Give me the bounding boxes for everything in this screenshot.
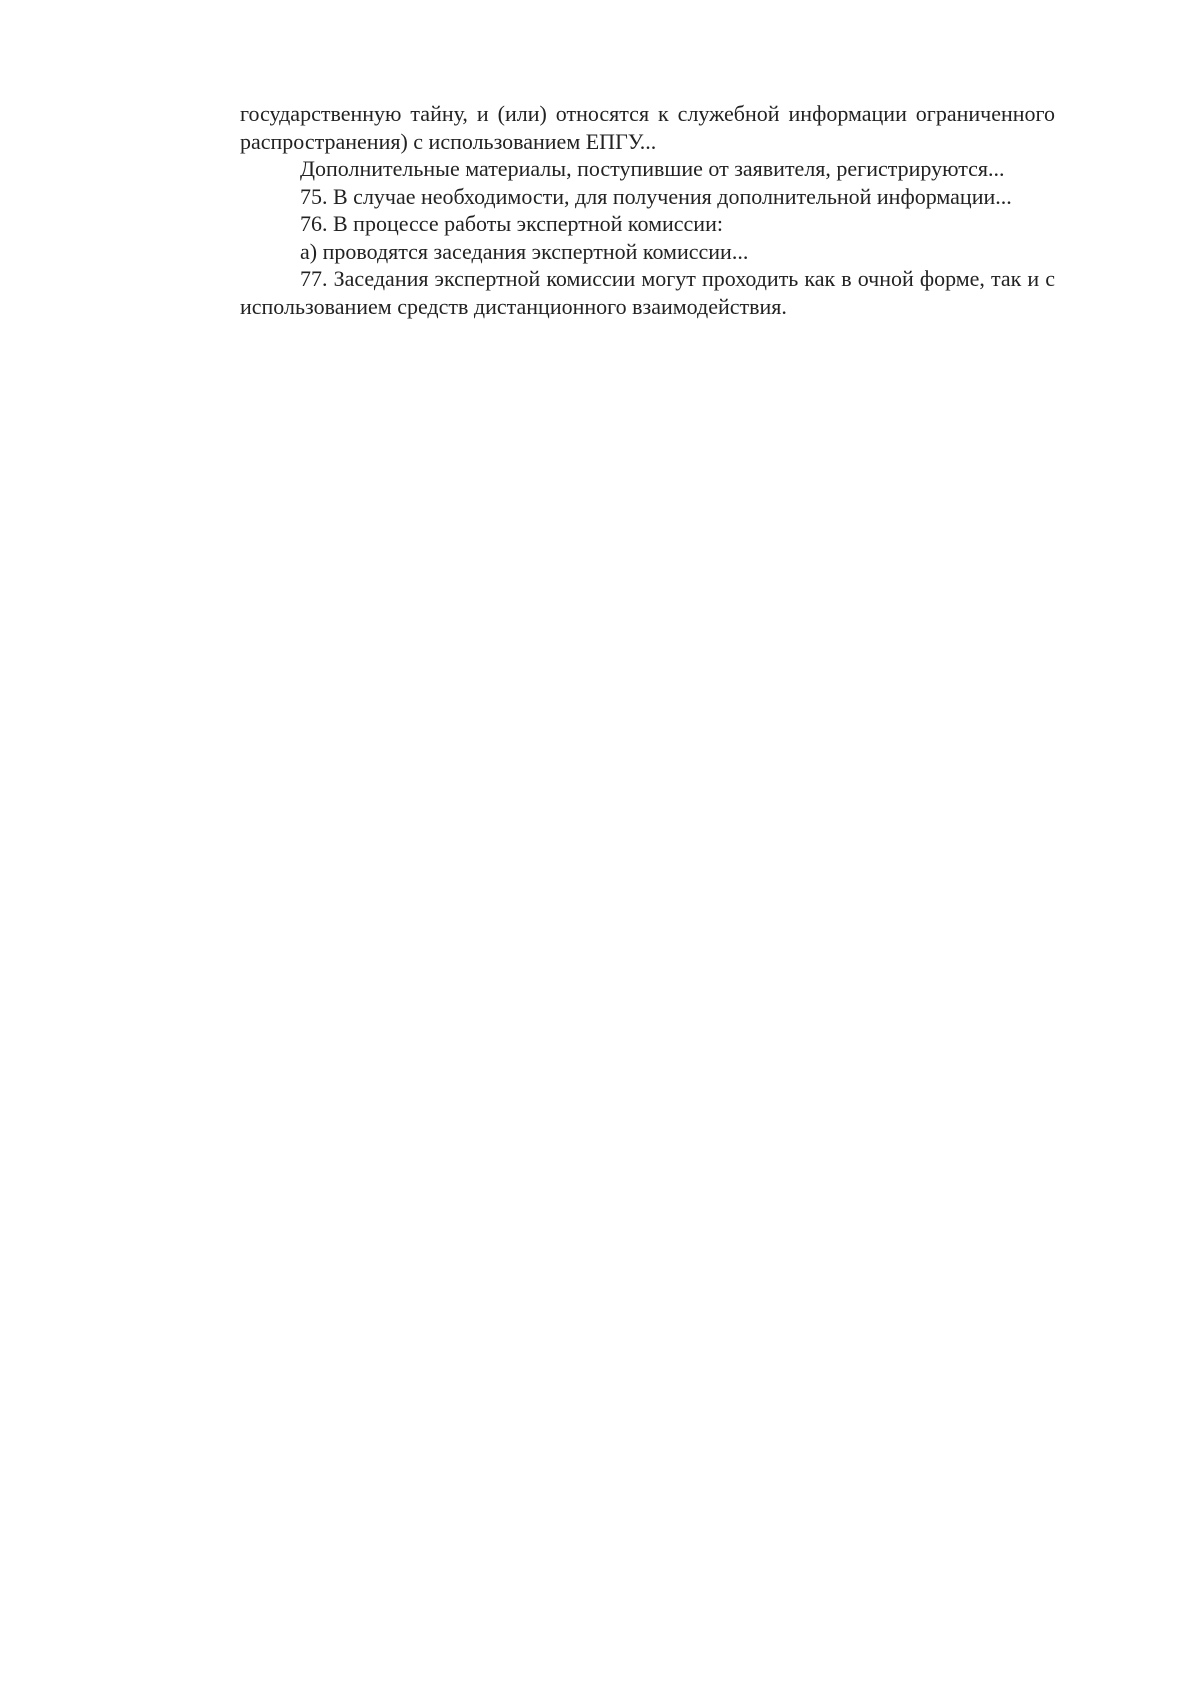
paragraph: 76. В процессе работы экспертной комиссии: (300, 211, 723, 236)
paragraph: Дополнительные материалы, поступившие от заявителя, регистрируются... (300, 156, 1005, 181)
document-body (240, 100, 1055, 320)
paragraph: 75. В случае необходимости, для получения дополнительной информации... (300, 183, 1012, 209)
paragraph: 77. Заседания экспертной комиссии могут проходить как в очной форме, так и с использованием средств дистанционного взаимодействия. (240, 266, 1055, 319)
paragraph: государственную тайну, и (или) относятся к служебной информации ограниченного распространения) с использованием ЕПГУ... (240, 101, 1055, 154)
paragraph: а) проводятся заседания экспертной комиссии... (300, 238, 749, 264)
